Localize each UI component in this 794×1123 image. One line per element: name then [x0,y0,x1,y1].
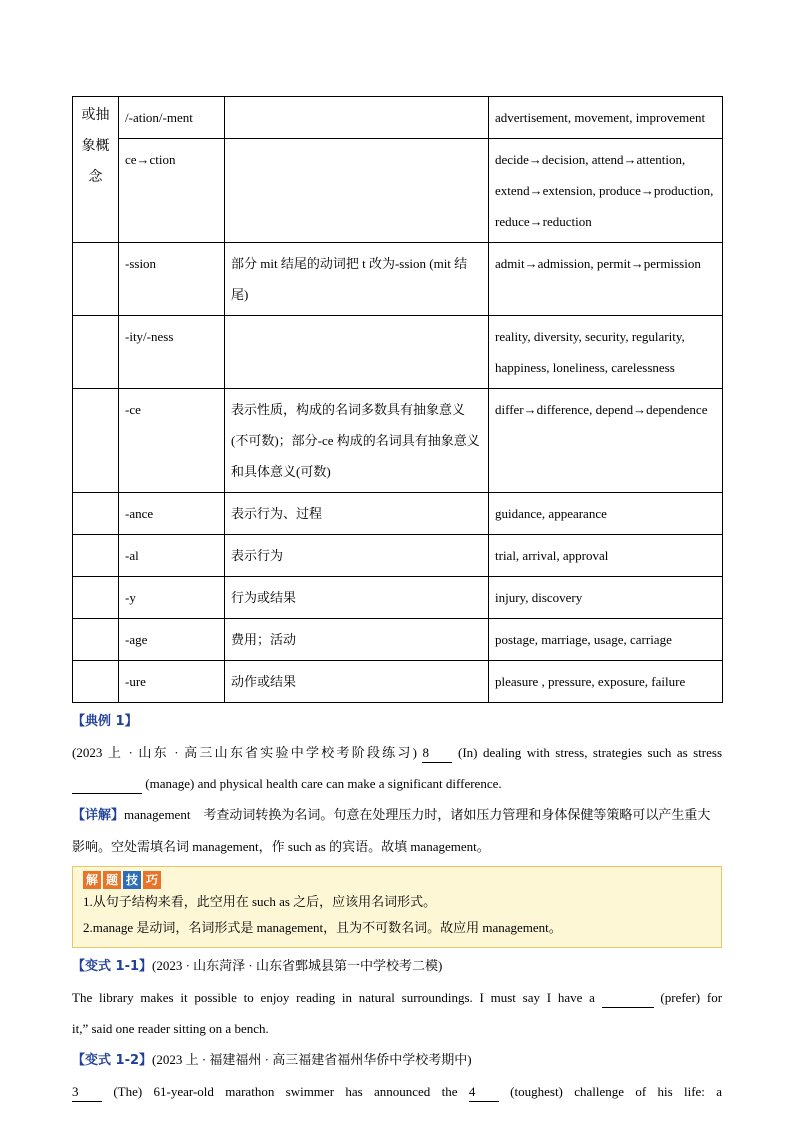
table-row [73,389,723,493]
examples-cell: reality, diversity, security, regularity, happiness, loneliness, carelessness [489,316,723,389]
category-cell: 或抽象概念 [73,97,119,243]
examples-cell: trial, arrival, approval [489,535,723,577]
suffix-cell: /-ation/-ment [119,97,225,139]
table-row [73,97,723,139]
category-cell-empty [73,389,119,493]
table-row [73,535,723,577]
rule-cell: 部分 mit 结尾的动词把 t 改为-ssion (mit 结尾) [225,243,489,316]
category-cell-empty [73,577,119,619]
examples-cell: differ→difference, depend→dependence [489,389,723,493]
example-1-label: 【典例 1】 [72,714,138,729]
table-row [73,316,723,389]
examples-cell: advertisement, movement, improvement [489,97,723,139]
suffix-cell: -ssion [119,243,225,316]
suffix-cell: -ity/-ness [119,316,225,389]
category-cell-empty [73,493,119,535]
variant-1-2-label: 【变式 1-2】(2023 上 · 福建福州 · 高三福建省福州华侨中学校考期中) [72,1052,472,1068]
table-row [73,577,723,619]
table-row [73,661,723,703]
table-row [73,243,723,316]
examples-cell: admit→admission, permit→permission [489,243,723,316]
table-row [73,139,723,243]
example-1-question-cont: (manage) and physical health care can make a significant difference. [72,768,722,799]
document-page [72,96,722,1107]
blank-4: 4 [469,1083,499,1102]
rule-cell [225,139,489,243]
rule-cell [225,316,489,389]
category-cell-empty [73,619,119,661]
examples-cell: decide→decision, attend→attention, extend→extension, produce→production, reduce→reduction [489,139,723,243]
tip-line-1: 1.从句子结构来看，此空用在 such as 之后，应该用名词形式。 [83,894,437,909]
variant-1-1-text: The library makes it possible to enjoy reading in natural surroundings. I must say I have a (prefer) for [72,982,722,1013]
examples-cell: guidance, appearance [489,493,723,535]
category-cell-empty [73,661,119,703]
suffix-cell: -ance [119,493,225,535]
suffix-cell: -y [119,577,225,619]
detail: 【详解】management 考查动词转换为名词。句意在处理压力时，诸如压力管理和身体保健等策略可以产生重大影响。空处需填名词 management，作 such as 的宾语。故填 management。 [72,807,711,854]
rule-cell: 动作或结果 [225,661,489,703]
table-row [73,493,723,535]
tip-line-2: 2.manage 是动词，名词形式是 management，且为不可数名词。故应用 management。 [83,920,562,935]
rule-cell: 表示行为 [225,535,489,577]
examples-cell: postage, marriage, usage, carriage [489,619,723,661]
examples-cell: pleasure , pressure, exposure, failure [489,661,723,703]
suffix-cell: -ure [119,661,225,703]
table-row [73,619,723,661]
example-1-question: (2023 上 · 山东 · 高三山东省实验中学校考阶段练习) 8 (In) dealing with stress, strategies such as stress [72,737,722,768]
variant-1-1-label: 【变式 1-1】(2023 · 山东菏泽 · 山东省鄄城县第一中学校考二模) [72,958,443,974]
suffix-cell: -age [119,619,225,661]
suffix-cell: -al [119,535,225,577]
variant-1-1-text-cont: it,” said one reader sitting on a bench. [72,1021,269,1036]
category-cell-empty [73,535,119,577]
rule-cell: 费用；活动 [225,619,489,661]
blank-manage [72,775,142,794]
variant-1-2-text: 3 (The) 61-year-old marathon swimmer has announced the 4 (toughest) challenge of his life: a [72,1076,722,1107]
tip-title: 解 题 技 巧 [83,871,711,889]
suffix-cell: ce→ction [119,139,225,243]
examples-cell: injury, discovery [489,577,723,619]
blank-prefer [602,989,654,1008]
rule-cell [225,97,489,139]
blank-3: 3 [72,1083,102,1102]
blank-8: 8 [422,744,452,763]
rule-cell: 行为或结果 [225,577,489,619]
rule-cell: 表示行为、过程 [225,493,489,535]
category-cell-empty [73,243,119,316]
tip-box [72,866,722,948]
rule-cell: 表示性质，构成的名词多数具有抽象意义(不可数)；部分-ce 构成的名词具有抽象意义和具体意义(可数) [225,389,489,493]
suffix-table [72,96,723,703]
suffix-cell: -ce [119,389,225,493]
category-cell-empty [73,316,119,389]
